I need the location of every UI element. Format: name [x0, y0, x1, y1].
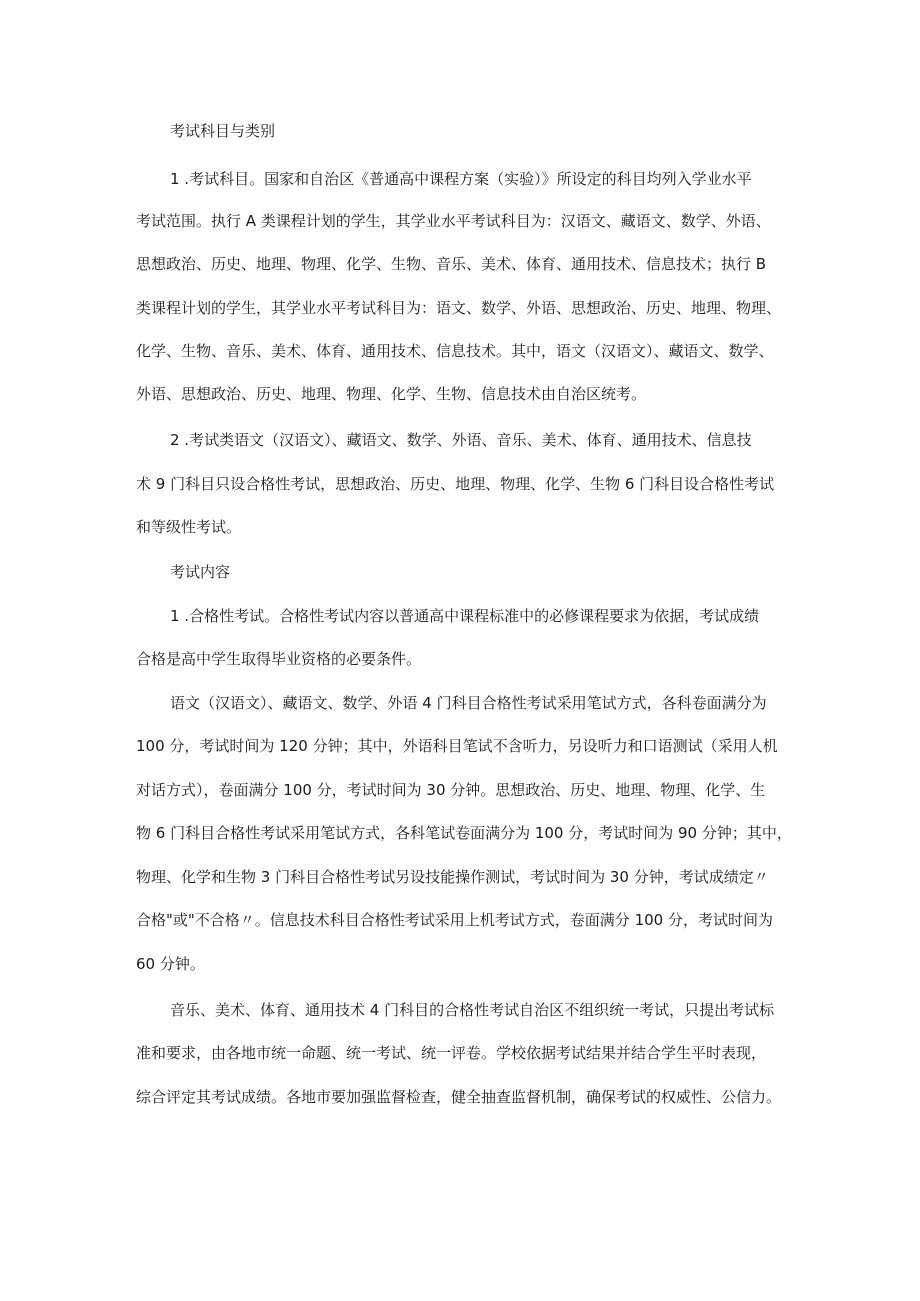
paragraph-line: 100 分，考试时间为 120 分钟；其中，外语科目笔试不含听力，另设听力和口语测试（采用人机: [136, 737, 778, 755]
paragraph-line: 考试范围。执行 A 类课程计划的学生，其学业水平考试科目为：汉语文、藏语文、数学、外语、: [136, 212, 771, 230]
paragraph-line: 60 分钟。: [136, 955, 205, 973]
paragraph-line: 和等级性考试。: [136, 518, 242, 536]
paragraph-line: 2 .考试类语文（汉语文）、藏语文、数学、外语、音乐、美术、体育、通用技术、信息技: [170, 431, 752, 449]
paragraph-line: 1 .合格性考试。合格性考试内容以普通高中课程标准中的必修课程要求为依据，考试成绩: [170, 607, 760, 625]
paragraph-line: 外语、思想政治、历史、地理、物理、化学、生物、信息技术由自治区统考。: [136, 385, 647, 403]
paragraph-line: 音乐、美术、体育、通用技术 4 门科目的合格性考试自治区不组织统一考试，只提出考试标: [170, 1001, 775, 1019]
paragraph-line: 类课程计划的学生，其学业水平考试科目为：语文、数学、外语、思想政治、历史、地理、物理、: [136, 299, 782, 317]
paragraph-line: 1 .考试科目。国家和自治区《普通高中课程方案（实验）》所设定的科目均列入学业水平: [170, 170, 752, 188]
paragraph-line: 对话方式），卷面满分 100 分，考试时间为 30 分钟。思想政治、历史、地理、物理、化学、生: [136, 781, 766, 799]
section-heading-exam-subjects: 考试科目与类别: [170, 122, 276, 140]
paragraph-line: 思想政治、历史、地理、物理、化学、生物、音乐、美术、体育、通用技术、信息技术；执行 B: [136, 255, 767, 273]
paragraph-line: 合格是高中学生取得毕业资格的必要条件。: [136, 650, 422, 668]
paragraph-line: 语文（汉语文）、藏语文、数学、外语 4 门科目合格性考试采用笔试方式，各科卷面满分为: [170, 694, 767, 712]
paragraph-line: 物 6 门科目合格性考试采用笔试方式，各科笔试卷面满分为 100 分，考试时间为 90 分钟；其中，: [136, 824, 792, 842]
paragraph-line: 术 9 门科目只设合格性考试，思想政治、历史、地理、物理、化学、生物 6 门科目设合格性考试: [136, 475, 775, 493]
paragraph-line: 物理、化学和生物 3 门科目合格性考试另设技能操作测试，考试时间为 30 分钟，考试成绩定〃: [136, 868, 769, 886]
paragraph-line: 准和要求，由各地市统一命题、统一考试、统一评卷。学校依据考试结果并结合学生平时表现，: [136, 1044, 767, 1062]
paragraph-line: 合格"或"不合格〃。信息技术科目合格性考试采用上机考试方式，卷面满分 100 分，考试时间为: [136, 911, 773, 929]
paragraph-line: 化学、生物、音乐、美术、体育、通用技术、信息技术。其中，语文（汉语文）、藏语文、数学、: [136, 342, 774, 360]
paragraph-line: 综合评定其考试成绩。各地市要加强监督检查，健全抽查监督机制，确保考试的权威性、公信力。: [136, 1088, 782, 1106]
section-heading-exam-content: 考试内容: [170, 563, 231, 581]
